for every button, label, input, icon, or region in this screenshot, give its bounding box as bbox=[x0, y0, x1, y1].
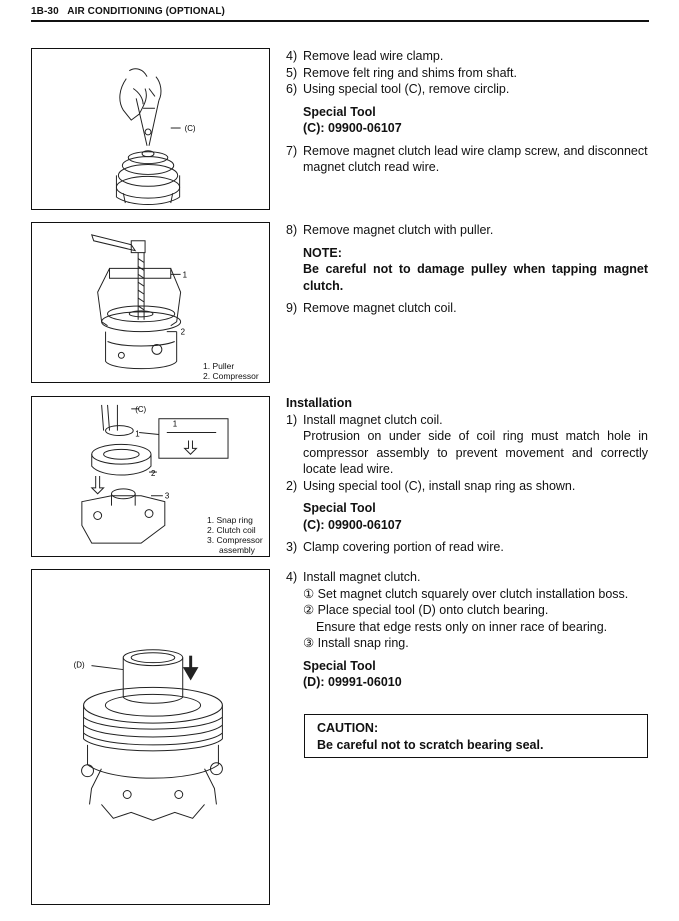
fig4-callout-d: (D) bbox=[73, 660, 85, 670]
step-7: 7) Remove magnet clutch lead wire clamp screw, and disconnect magnet clutch read wire. bbox=[286, 143, 648, 174]
fig3-callout-1a: 1 bbox=[135, 429, 140, 439]
steps-install-clutch bbox=[286, 569, 648, 691]
substep-3: ③ Install snap ring. bbox=[303, 636, 409, 650]
special-tool-title: Special Tool bbox=[303, 501, 376, 515]
fig1-callout-c: (C) bbox=[184, 123, 196, 133]
step-9: 9) Remove magnet clutch coil. bbox=[286, 301, 457, 315]
header-rule bbox=[31, 20, 649, 22]
caution-text: Be careful not to scratch bearing seal. bbox=[317, 737, 544, 752]
step-5: 5) Remove felt ring and shims from shaft. bbox=[286, 65, 517, 80]
page-number: 1B-30 bbox=[31, 6, 59, 17]
special-tool-title: Special Tool bbox=[303, 104, 376, 119]
circlip-illustration bbox=[32, 49, 269, 209]
install-step-3: 3) Clamp covering portion of read wire. bbox=[286, 540, 504, 554]
caution-box bbox=[304, 714, 648, 758]
legend-item: 2. Clutch coil bbox=[207, 525, 256, 535]
caution-title: CAUTION: bbox=[317, 721, 379, 735]
fig3-callout-3: 3 bbox=[164, 491, 170, 501]
substep-2: ② Place special tool (D) onto clutch bearing. bbox=[303, 603, 549, 617]
legend-item: 1. Puller bbox=[203, 361, 235, 371]
puller-illustration bbox=[32, 223, 269, 382]
step-8: 8) Remove magnet clutch with puller. bbox=[286, 223, 494, 237]
steps-installation bbox=[286, 395, 648, 556]
steps-removal-2 bbox=[286, 222, 648, 317]
special-tool-code: (C): 09900-06107 bbox=[303, 121, 402, 135]
figure-puller bbox=[31, 222, 270, 383]
legend-item: 1. Snap ring bbox=[207, 515, 253, 525]
note-text: Be careful not to damage pulley when tapping magnet clutch. bbox=[303, 262, 648, 293]
install-step-4: 4) Install magnet clutch. bbox=[286, 570, 421, 584]
substep-2-note: Ensure that edge rests only on inner race of bearing. bbox=[316, 619, 608, 634]
install-step-2: 2) Using special tool (C), install snap ring as shown. bbox=[286, 478, 576, 493]
fig2-legend bbox=[203, 361, 259, 381]
clutch-install-illustration bbox=[32, 570, 269, 904]
figure-install-coil bbox=[31, 396, 270, 557]
substep-1: ① Set magnet clutch squarely over clutch installation boss. bbox=[303, 586, 629, 601]
section-title: AIR CONDITIONING (OPTIONAL) bbox=[67, 6, 225, 17]
special-tool-title: Special Tool bbox=[303, 658, 376, 673]
note-title: NOTE: bbox=[303, 245, 342, 260]
steps-removal-1 bbox=[286, 48, 648, 176]
fig2-callout-1: 1 bbox=[182, 270, 187, 280]
fig2-callout-2: 2 bbox=[180, 327, 186, 337]
step-4: 4) Remove lead wire clamp. bbox=[286, 49, 444, 63]
fig3-callout-2: 2 bbox=[150, 469, 156, 479]
special-tool-code: (C): 09900-06107 bbox=[303, 517, 402, 532]
special-tool-code: (D): 09991-06010 bbox=[303, 675, 402, 689]
install-step-1-desc: Protrusion on under side of coil ring must match hole in compressor assembly to prevent movement and correctly locate lead wire. bbox=[303, 429, 648, 476]
step-6: 6) Using special tool (C), remove circlip. bbox=[286, 82, 510, 96]
page-header bbox=[31, 6, 649, 20]
legend-item: 2. Compressor bbox=[203, 371, 259, 381]
legend-item: assembly bbox=[219, 545, 255, 555]
fig3-callout-c: (C) bbox=[135, 404, 147, 414]
install-step-1: 1) Install magnet clutch coil. bbox=[286, 412, 443, 427]
installation-heading: Installation bbox=[286, 396, 352, 410]
fig3-callout-1b: 1 bbox=[172, 419, 178, 429]
legend-item: 3. Compressor bbox=[207, 535, 263, 545]
fig3-legend bbox=[207, 515, 263, 555]
figure-remove-circlip bbox=[31, 48, 270, 210]
figure-install-clutch bbox=[31, 569, 270, 905]
